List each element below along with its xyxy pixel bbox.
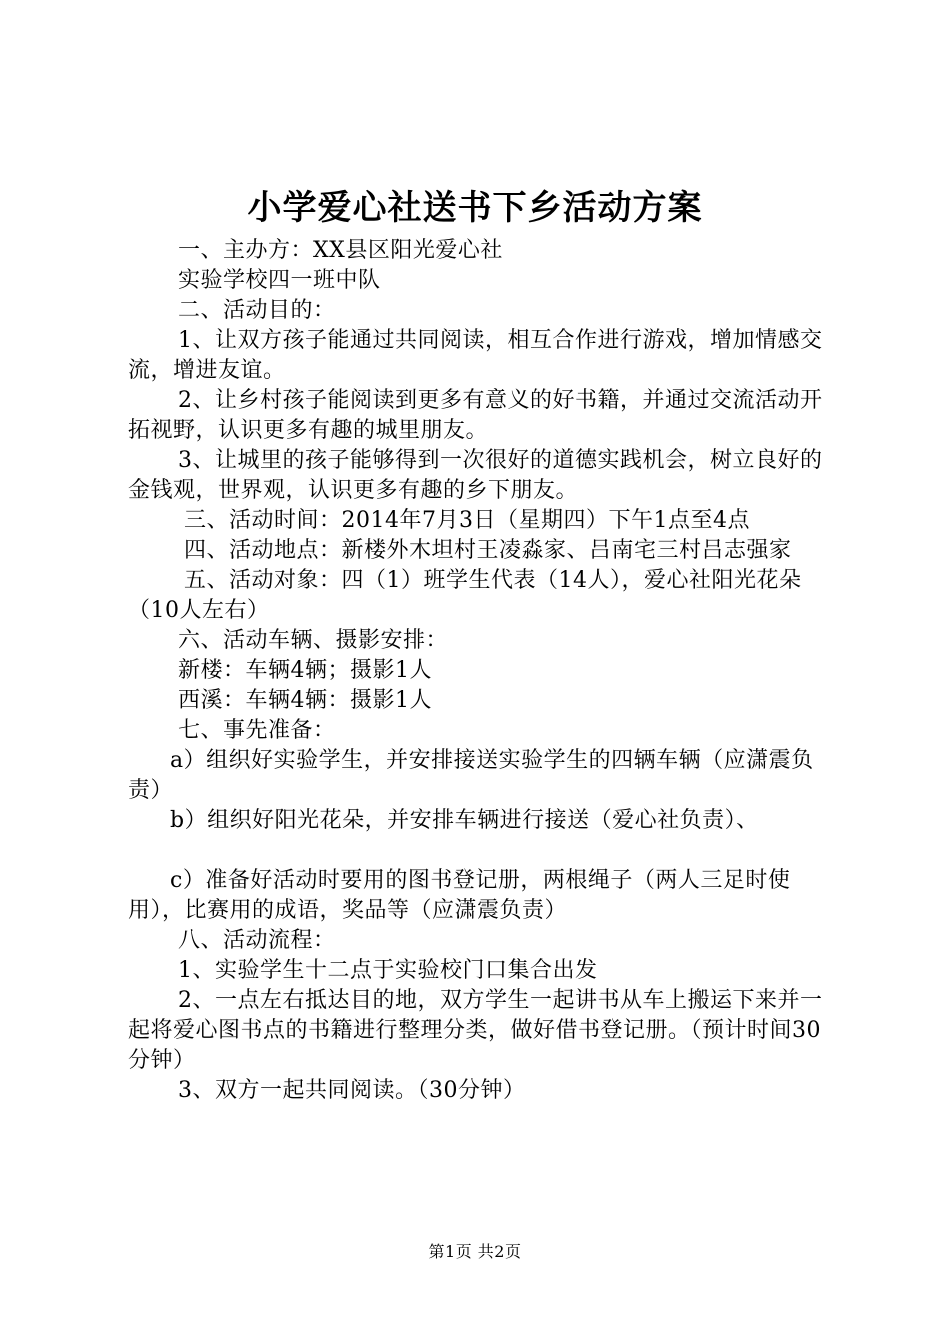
paragraph-process-2: 2、一点左右抵达目的地，双方学生一起讲书从车上搬运下来并一起将爱心图书点的书籍进行整理分类，做好借书登记册。（预计时间30分钟） [128, 988, 823, 1073]
paragraph-purpose-3: 3、让城里的孩子能够得到一次很好的道德实践机会，树立良好的金钱观，世界观，认识更多有趣的乡下朋友。 [128, 448, 823, 503]
paragraph-vehicles-xixi: 西溪：车辆4辆：摄影1人 [178, 688, 432, 713]
paragraph-purpose-2: 2、让乡村孩子能阅读到更多有意义的好书籍，并通过交流活动开拓视野，认识更多有趣的城里朋友。 [128, 388, 823, 443]
paragraph-vehicles-xinlou: 新楼：车辆4辆；摄影1人 [178, 658, 432, 683]
paragraph-co-organizer: 实验学校四一班中队 [178, 268, 381, 293]
heading-process: 八、活动流程： [178, 928, 336, 953]
paragraph-participants: 五、活动对象：四（1）班学生代表（14人），爱心社阳光花朵（10人左右） [128, 568, 802, 623]
heading-purpose: 二、活动目的： [178, 298, 336, 323]
paragraph-process-3: 3、双方一起共同阅读。（30分钟） [178, 1078, 526, 1103]
heading-vehicles: 六、活动车辆、摄影安排： [178, 628, 449, 653]
heading-preparation: 七、事先准备： [178, 718, 336, 743]
paragraph-process-1: 1、实验学生十二点于实验校门口集合出发 [178, 958, 598, 983]
document-title: 小学爱心社送书下乡活动方案 [247, 188, 703, 228]
paragraph-purpose-1: 1、让双方孩子能通过共同阅读，相互合作进行游戏，增加情感交流，增进友谊。 [128, 328, 823, 383]
paragraph-preparation-c: c）准备好活动时要用的图书登记册，两根绳子（两人三足时使用），比赛用的成语，奖品等（应潇震负责） [128, 868, 791, 923]
paragraph-time: 三、活动时间：2014年7月3日（星期四）下午1点至4点 [184, 508, 750, 533]
paragraph-preparation-b: b）组织好阳光花朵，并安排车辆进行接送（爱心社负责）、 [170, 808, 759, 833]
page-footer: 第1页 共2页 [428, 1242, 522, 1261]
document-body [128, 236, 832, 1106]
paragraph-preparation-a: a）组织好实验学生，并安排接送实验学生的四辆车辆（应潇震负责） [128, 748, 814, 803]
paragraph-location: 四、活动地点：新楼外木坦村王凌淼家、吕南宅三村吕志强家 [184, 538, 792, 563]
paragraph-organizer: 一、主办方：XX县区阳光爱心社 [178, 238, 503, 263]
